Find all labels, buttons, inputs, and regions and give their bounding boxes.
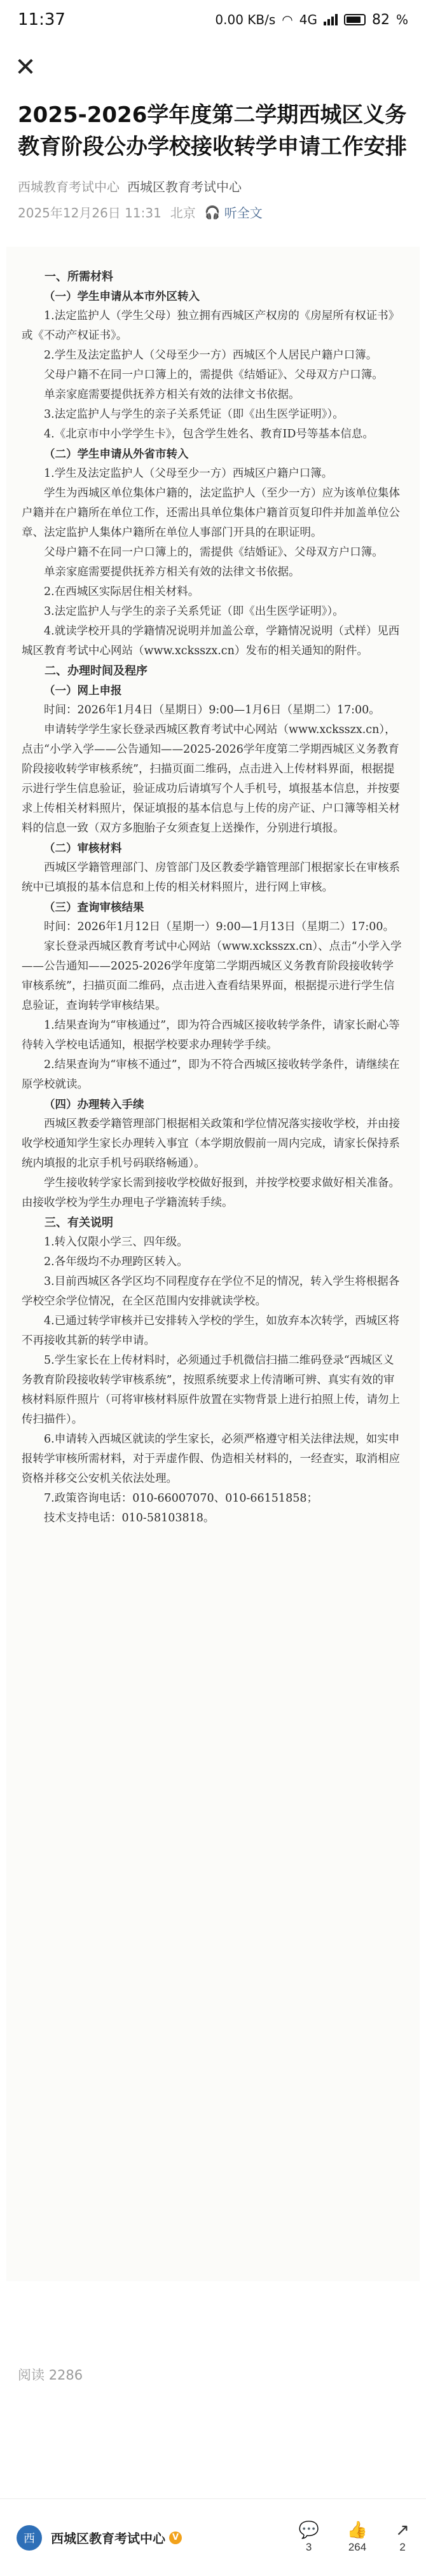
verified-badge-icon: V: [169, 2531, 182, 2544]
listen-button[interactable]: [205, 203, 263, 221]
share-count: 2: [399, 2540, 406, 2553]
comment-button[interactable]: [298, 2522, 319, 2554]
doc-paragraph: 西城区学籍管理部门、房管部门及区教委学籍管理部门根据家长在审核系统中已填报的基本信息和上传的相关材料照片，进行网上审核。: [22, 861, 400, 894]
doc-paragraph: 1.转入仅限小学三、四年级。: [44, 1236, 188, 1249]
doc-heading: 一、所需材料: [45, 270, 113, 283]
doc-paragraph: 5.学生家长在上传材料时，必须通过手机微信扫描二维码登录“西城区义务教育阶段接收转学审核系统”，按照系统要求上传清晰可辨、真实有效的审核材料原件照片（可将审核材料原件放置在实物背景上进行拍照上传，请勿上传扫描件）。: [22, 1354, 400, 1426]
doc-paragraph: 2.结果查询为“审核不通过”，即为不符合西城区接收转学条件，请继续在原学校就读。: [22, 1058, 400, 1091]
account-name-text: 西城区教育考试中心: [51, 2531, 165, 2546]
listen-label: 听全文: [224, 205, 263, 221]
battery-level: 82: [371, 11, 390, 28]
share-icon: ↗: [395, 2520, 409, 2540]
status-time: 11:37: [18, 10, 65, 29]
doc-heading: （二）学生申请从外省市转入: [44, 448, 189, 460]
doc-paragraph: 西城区教委学籍管理部门根据相关政策和学位情况落实接收学校，并由接收学校通知学生家长办理转入事宜（本学期放假前一周内完成，请家长保持系统内填报的北京手机号码联络畅通）。: [22, 1118, 400, 1170]
account-name[interactable]: [51, 2528, 182, 2547]
battery-icon: [344, 14, 366, 25]
status-bar: [0, 0, 426, 39]
comment-icon: 💬: [298, 2520, 319, 2540]
doc-paragraph: 单亲家庭需要提供抚养方相关有效的法律文书依据。: [44, 388, 300, 401]
doc-paragraph: 4.《北京市中小学学生卡》，包含学生姓名、教育ID号等基本信息。: [44, 428, 374, 441]
like-count: 264: [348, 2540, 367, 2553]
doc-heading: 二、办理时间及程序: [45, 664, 148, 677]
status-icons: 0.00 KB/s ◠ 4G 82 %: [215, 11, 408, 28]
like-button[interactable]: [347, 2522, 368, 2554]
doc-paragraph: 7.政策咨询电话：010-66007070、010-66151858；: [44, 1492, 318, 1505]
signal-icon: [324, 14, 338, 25]
doc-paragraph: 3.法定监护人与学生的亲子关系凭证（即《出生医学证明》）。: [44, 408, 344, 421]
publisher-link[interactable]: 西城区教育考试中心: [127, 179, 242, 195]
read-label: 阅读: [18, 2367, 45, 2383]
doc-paragraph: 家长登录西城区教育考试中心网站（www.xcksszx.cn）、点击“小学入学——公告通知——2025-2026学年度第二学期西城区义务教育阶段接收转学审核系统”，扫描页面二维码，点击进入查看结果界面，根据提示进行学生信息验证，查询转学审核结果。: [22, 940, 402, 1012]
comment-count: 3: [305, 2540, 312, 2553]
article-title: 2025-2026学年度第二学期西城区义务教育阶段公办学校接收转学申请工作安排: [18, 102, 407, 160]
doc-paragraph: 6.申请转入西城区就读的学生家长，必须严格遵守相关法律法规，如实申报转学审核所需材料，对于弄虚作假、伪造相关材料的，一经查实，取消相应资格并移交公安机关依法处理。: [22, 1433, 400, 1485]
article-meta: [0, 203, 426, 221]
doc-paragraph: 父母户籍不在同一户口簿上的，需提供《结婚证》、父母双方户口簿。: [44, 546, 383, 559]
read-number: 2286: [48, 2367, 83, 2383]
doc-paragraph: 父母户籍不在同一户口簿上的，需提供《结婚证》、父母双方户口簿。: [44, 369, 383, 381]
read-count: [18, 2365, 83, 2384]
doc-paragraph: 单亲家庭需要提供抚养方相关有效的法律文书依据。: [44, 566, 300, 579]
publish-date: 2025年12月26日 11:31: [18, 205, 161, 221]
doc-paragraph: 4.已通过转学审核并已安排转入学校的学生，如放弃本次转学，西城区将不再接收其新的转学申请。: [22, 1315, 400, 1347]
bottom-bar: [0, 2498, 426, 2576]
doc-paragraph: 2.各年级均不办理跨区转入。: [44, 1256, 188, 1268]
doc-heading: （四）办理转入手续: [44, 1098, 144, 1111]
doc-paragraph: 3.法定监护人与学生的亲子关系凭证（即《出生医学证明》）。: [44, 605, 344, 618]
thumbs-up-icon: 👍: [347, 2520, 368, 2540]
doc-paragraph: 申请转学学生家长登录西城区教育考试中心网站（www.xcksszx.cn），点击“小学入学——公告通知——2025-2026学年度第二学期西城区义务教育阶段接收转学审核系统”，扫描页面二维码，点击进入上传材料界面，根据提示进行学生信息验证，验证成功后请填写个人手机号，填报基本信息，并按要求上传相关材料照片，保证填报的基本信息与上传的房产证、户口簿等相关材料的信息一致（双方多胞胎子女须查复上送操作，分别进行填报。: [22, 723, 400, 835]
doc-heading: （一）网上申报: [44, 684, 122, 697]
doc-heading: （二）审核材料: [44, 842, 122, 854]
article-source: [0, 177, 426, 195]
doc-paragraph: 1.法定监护人（学生父母）独立拥有西城区产权房的《房屋所有权证书》或《不动产权证书》。: [22, 310, 400, 342]
network-speed: 0.00 KB/s: [215, 12, 276, 27]
doc-paragraph: 4.就读学校开具的学籍情况说明并加盖公章，学籍情况说明（式样）见西城区教育考试中心网站（www.xcksszx.cn）发布的相关通知的附件。: [22, 625, 400, 657]
source-label: 西城教育考试中心: [18, 179, 120, 195]
headphone-icon: 🎧: [204, 204, 221, 220]
doc-heading: 三、有关说明: [45, 1216, 113, 1229]
doc-paragraph: 时间：2026年1月12日（星期一）9:00—1月13日（星期二）17:00。: [44, 921, 395, 933]
share-button[interactable]: [395, 2522, 409, 2554]
doc-heading: （一）学生申请从本市外区转入: [44, 290, 200, 303]
doc-paragraph: 学生为西城区单位集体户籍的，法定监护人（至少一方）应为该单位集体户籍并在户籍所在单位工作，还需出具单位集体户籍首页复印件并加盖单位公章、法定监护人集体户籍所在单位人事部门开具的在职证明。: [22, 487, 400, 539]
action-group: [298, 2522, 409, 2554]
network-type: 4G: [299, 12, 317, 27]
doc-paragraph: 2.在西城区实际居住相关材料。: [44, 586, 200, 598]
close-icon[interactable]: ✕: [15, 53, 36, 82]
wifi-icon: ◠: [282, 12, 293, 27]
doc-paragraph: 学生接收转学家长需到接收学校做好报到，并按学校要求做好相关准备。由接收学校为学生办理电子学籍流转手续。: [22, 1177, 400, 1209]
doc-paragraph: 技术支持电话：010-58103818。: [44, 1512, 215, 1524]
publish-location: 北京: [170, 205, 196, 221]
document-image: [6, 247, 420, 2281]
doc-paragraph: 1.结果查询为“审核通过”，即为符合西城区接收转学条件，请家长耐心等待转入学校电话通知，根据学校要求办理转学手续。: [22, 1019, 400, 1052]
avatar[interactable]: 西: [17, 2525, 42, 2551]
doc-paragraph: 3.目前西城区各学区均不同程度存在学位不足的情况，转入学生将根据各学校空余学位情况，在全区范围内安排就读学校。: [22, 1275, 400, 1308]
doc-heading: （三）查询审核结果: [44, 901, 144, 914]
top-nav: [0, 39, 426, 94]
doc-paragraph: 1.学生及法定监护人（父母至少一方）西城区户籍户口簿。: [44, 467, 333, 480]
doc-paragraph: 时间：2026年1月4日（星期日）9:00—1月6日（星期二）17:00。: [44, 704, 380, 716]
doc-paragraph: 2.学生及法定监护人（父母至少一方）西城区个人居民户籍户口簿。: [44, 349, 378, 362]
